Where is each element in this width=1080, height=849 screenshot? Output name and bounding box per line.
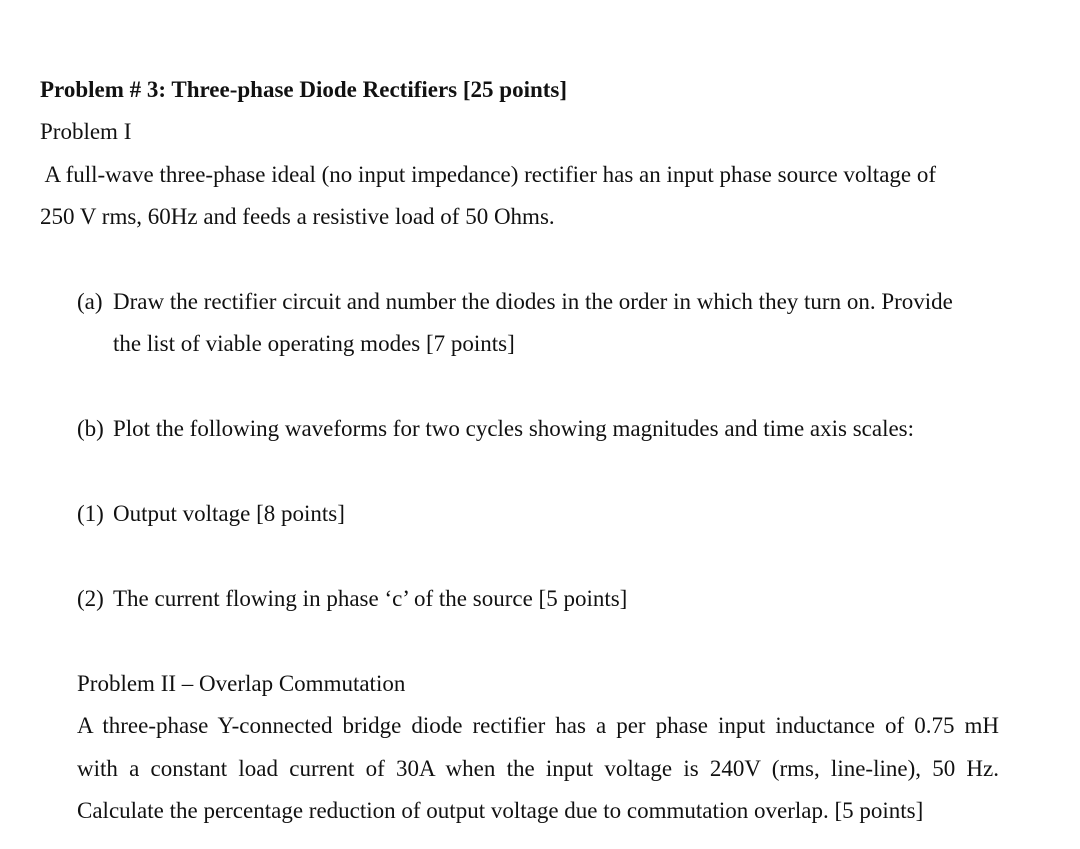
part-a-text-line-2: the list of viable operating modes [7 points] xyxy=(113,331,515,356)
subitem-2 xyxy=(77,587,1002,615)
problem-1-statement-line-2: 250 V rms, 60Hz and feeds a resistive load of 50 Ohms. xyxy=(40,204,555,229)
subitem-1-label: (1) xyxy=(77,501,104,526)
subitem-2-label: (2) xyxy=(77,586,104,611)
part-b-item xyxy=(77,417,1002,445)
part-b-label: (b) xyxy=(77,416,104,441)
subitem-2-text: The current flowing in phase ‘c’ of the source [5 points] xyxy=(113,586,628,611)
part-a-item xyxy=(77,290,1002,360)
subitem-1 xyxy=(77,502,1002,530)
subitem-1-text: Output voltage [8 points] xyxy=(113,501,345,526)
part-b-text: Plot the following waveforms for two cycles showing magnitudes and time axis scales: xyxy=(113,416,915,441)
problem-2-line-3: Calculate the percentage reduction of output voltage due to commutation overlap. [5 points] xyxy=(77,798,924,823)
problem-3-title: Problem # 3: Three-phase Diode Rectifiers [25 points] xyxy=(40,77,568,102)
problem-1-statement-line-1: A full-wave three-phase ideal (no input impedance) rectifier has an input phase source voltage of xyxy=(40,162,937,187)
problem-2-line-1: A three-phase Y-connected bridge diode rectifier has a per phase input inductance of 0.75 mH xyxy=(77,714,999,738)
part-a-label: (a) xyxy=(77,289,103,314)
problem-1-heading: Problem I xyxy=(40,119,132,144)
problem-2-line-2: with a constant load current of 30A when the input voltage is 240V (rms, line-line), 50 Hz. xyxy=(77,757,999,781)
part-a-text-line-1: Draw the rectifier circuit and number the diodes in the order in which they turn on. Provide xyxy=(113,289,953,314)
problem-2-heading: Problem II – Overlap Commutation xyxy=(77,671,406,696)
